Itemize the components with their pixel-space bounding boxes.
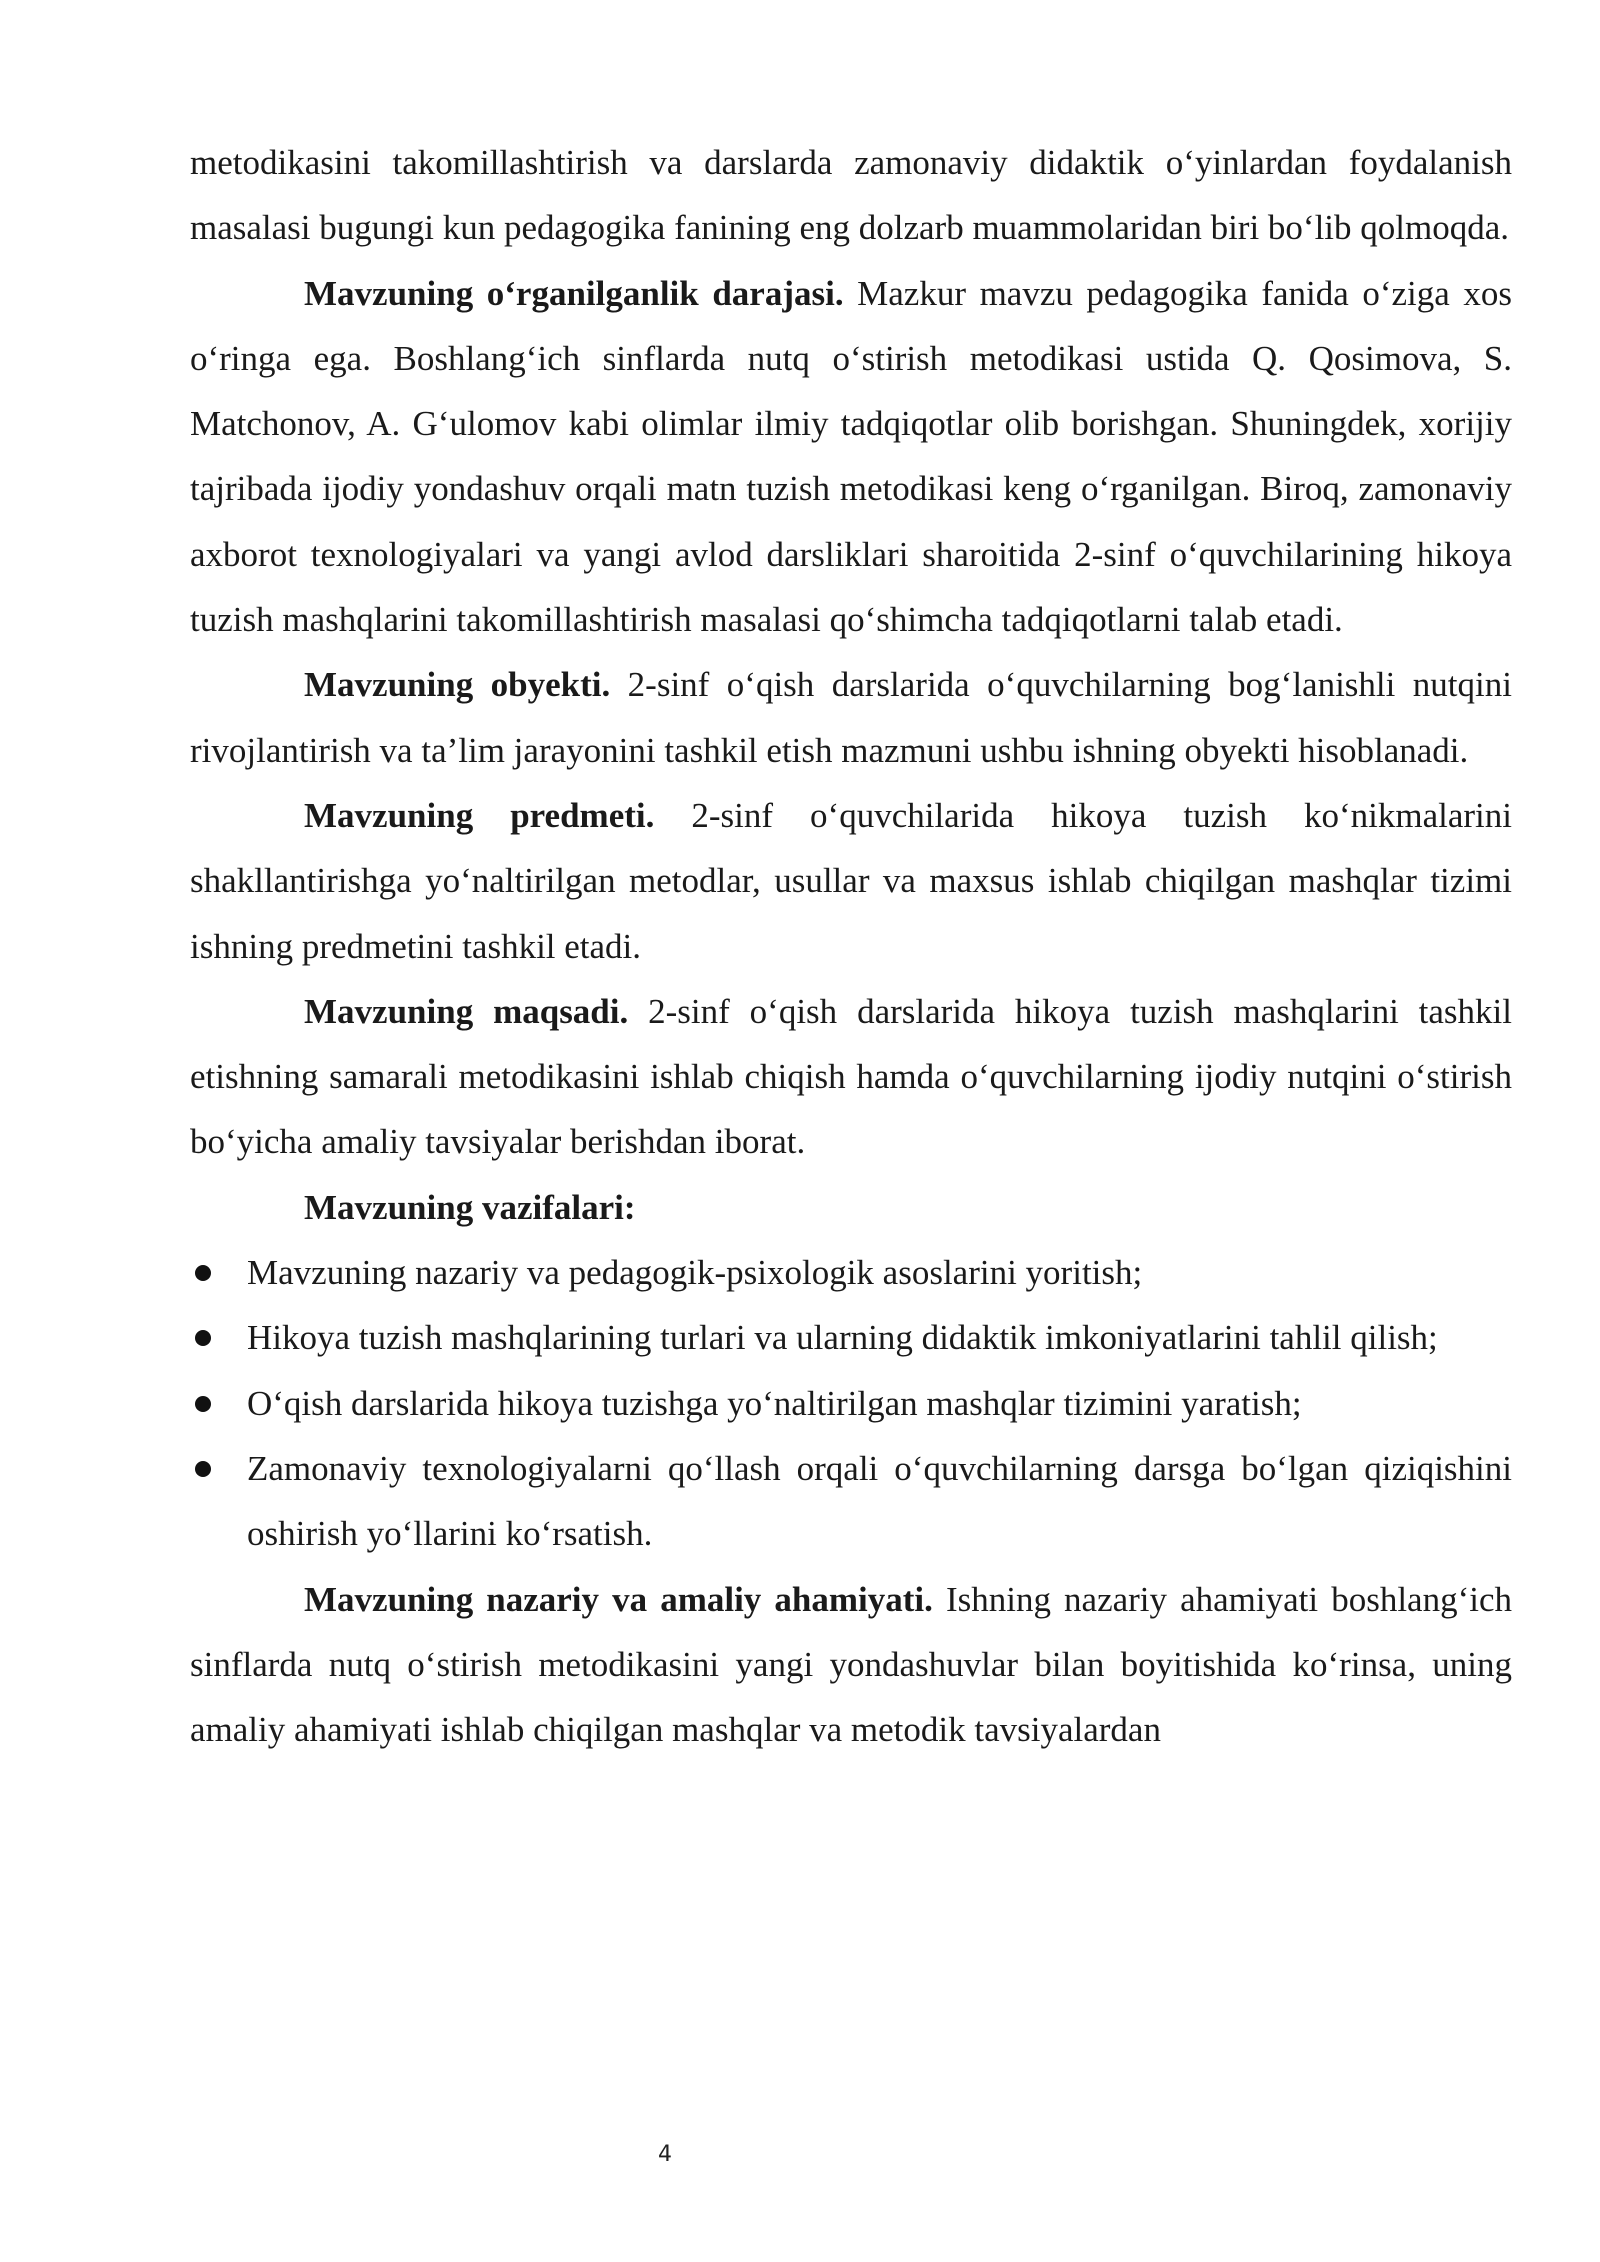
tasks-list: [190, 1240, 1512, 1566]
goal-text: 2-sinf o‘qish darslarida hikoya tuzish mashqlarini tashkil etishning samarali metodikasini ishlab chiqish hamda o‘quvchilarning ijodiy nutqini o‘stirish bo‘yicha amaliy tavsiyalar berishdan iborat.: [190, 991, 1513, 1162]
significance-text: Ishning nazariy ahamiyati boshlang‘ich sinflarda nutq o‘stirish metodikasini yangi yondashuvlar bilan boyitishida ko‘rinsa, uning amaliy ahamiyati ishlab chiqilgan mashqlar va metodik tavsiyalardan: [190, 1579, 1512, 1750]
task-text: Hikoya tuzish mashqlarining turlari va ularning didaktik imkoniyatlarini tahlil qilish;: [247, 1318, 1438, 1358]
tasks-heading: Mavzuning vazifalari:: [304, 1187, 636, 1227]
goal-lead: Mavzuning maqsadi.: [304, 991, 629, 1031]
intro-paragraph-text: metodikasini takomillashtirish va darslarda zamonaviy didaktik o‘yinlardan foydalanish masalasi bugungi kun pedagogika fanining eng dolzarb muammolaridan biri bo‘lib qolmoqda.: [190, 143, 1512, 248]
bullet-icon: [195, 1265, 211, 1281]
list-item: [190, 1305, 1512, 1370]
goal-paragraph: [190, 979, 1512, 1175]
bullet-icon: [195, 1396, 211, 1412]
task-text: O‘qish darslarida hikoya tuzishga yo‘naltirilgan mashqlar tizimini yaratish;: [247, 1383, 1302, 1423]
significance-lead: Mavzuning nazariy va amaliy ahamiyati.: [304, 1579, 933, 1619]
study-level-lead: Mavzuning o‘rganilganlik darajasi.: [304, 273, 844, 313]
task-text: Mavzuning nazariy va pedagogik-psixologik asoslarini yoritish;: [247, 1253, 1143, 1293]
object-lead: Mavzuning obyekti.: [304, 665, 611, 705]
page-number: 4: [658, 2142, 672, 2167]
list-item: [190, 1436, 1512, 1567]
intro-paragraph: [190, 130, 1512, 261]
object-text: 2-sinf o‘qish darslarida o‘quvchilarning bog‘lanishli nutqini rivojlantirish va ta’lim jarayonini tashkil etish mazmuni ushbu ishning obyekti hisoblanadi.: [190, 665, 1512, 770]
list-item: [190, 1240, 1512, 1305]
study-level-paragraph: [190, 261, 1512, 653]
document-page: [190, 130, 1512, 1762]
significance-paragraph: [190, 1567, 1512, 1763]
subject-lead: Mavzuning predmeti.: [304, 795, 655, 835]
list-item: [190, 1371, 1512, 1436]
object-paragraph: [190, 652, 1512, 783]
bullet-icon: [195, 1330, 211, 1346]
subject-paragraph: [190, 783, 1512, 979]
bullet-icon: [195, 1461, 211, 1477]
study-level-text: Mazkur mavzu pedagogika fanida o‘ziga xos o‘ringa ega. Boshlang‘ich sinflarda nutq o‘stirish metodikasi ustida Q. Qosimova, S. Matchonov, A. G‘ulomov kabi olimlar ilmiy tadqiqotlar olib borishgan. Shuningdek, xorijiy tajribada ijodiy yondashuv orqali matn tuzish metodikasi keng o‘rganilgan. Biroq, zamonaviy axborot texnologiyalari va yangi avlod darsliklari sharoitida 2-sinf o‘quvchilarining hikoya tuzish mashqlarini takomillashtirish masalasi qo‘shimcha tadqiqotlarni talab etadi.: [190, 273, 1512, 640]
subject-text: 2-sinf o‘quvchilarida hikoya tuzish ko‘nikmalarini shakllantirishga yo‘naltirilgan metodlar, usullar va maxsus ishlab chiqilgan mashqlar tizimi ishning predmetini tashkil etadi.: [190, 795, 1512, 966]
task-text: Zamonaviy texnologiyalarni qo‘llash orqali o‘quvchilarning darsga bo‘lgan qiziqishini oshirish yo‘llarini ko‘rsatish.: [247, 1448, 1512, 1554]
